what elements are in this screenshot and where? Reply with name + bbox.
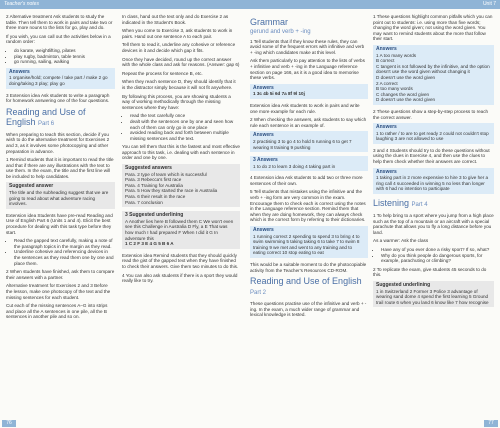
suggested-answer-box	[6, 182, 115, 208]
list-item: • avoided reading back and forth between multiple missing sentences and the text.	[130, 130, 240, 141]
heading-part: Part 4	[411, 202, 428, 209]
list-item: • Why do you think people do dangerous sports, for example, parachuting or climbing?	[381, 253, 494, 264]
paragraph: 1 To help bring to a sport where you jump from a high place such as the top of a mountain or an aircraft with a special parachute that allows you to fly a long distance before you land.	[373, 213, 494, 235]
answers-box	[373, 45, 494, 105]
suggested-answers-box	[122, 164, 240, 207]
answers-title: Answers	[253, 132, 274, 139]
answers-box	[250, 131, 368, 152]
heading-text: Reading and Use of English	[6, 106, 86, 127]
paragraph: When you come to Exercise 3, ask students to work in pairs. Hand out one sentence A to each pair.	[122, 28, 233, 39]
paragraph: By following this process, you are showing students a way of working methodically through the missing sentences where they have:	[122, 93, 231, 110]
paragraph: Repeat the process for sentence B, etc.	[122, 70, 203, 76]
paragraph: 3 Extension idea Ask students to write a paragraph for homework answering one of the four questions.	[6, 92, 110, 104]
answers-line: 2 A correct	[376, 80, 398, 86]
paragraph: 4 You can also ask students if there is a sport they would really like to try.	[122, 272, 238, 284]
paragraph: 4 Extension idea Ask students to add two or three more sentences of their own.	[250, 175, 363, 186]
column-3	[250, 14, 368, 321]
answers-text: 2 practising 3 to go 4 to hold 5 running 6 to get 7 wearing 8 training 9 pushing	[253, 138, 352, 150]
answers-box	[373, 123, 494, 144]
list-item: • Read the gapped text carefully, making a note of the paragraph topics in the margin as they read.	[14, 238, 115, 249]
answers-box	[250, 84, 368, 99]
paragraph: Extension idea Ask students to work in pairs and write one more example for each rule.	[250, 102, 360, 114]
box-title: Suggested underlining	[376, 281, 431, 288]
box-line: Para. 2 type of team which is successful	[125, 171, 207, 177]
header-label: Teacher's notes	[4, 1, 39, 7]
paragraph: 3 and 4 Students should try to do these questions without using the clues in Exercise 4, and then use the clues to help them check whether their answers are correct.	[373, 147, 490, 165]
box-title: Suggested answer	[9, 183, 54, 190]
paragraph: 2 Alternative treatment Ask students to study the table. Then tell them to work in pairs and take two or three more nouns to the lists for go, play and do.	[6, 14, 113, 31]
heading-text: Reading and Use of English	[250, 276, 362, 287]
unit-label: Unit 7	[482, 1, 496, 7]
paragraph: You can tell them that this is the fastest and most effective approach to this task, i.e. dealing with each sentence in order and one by one.	[122, 144, 240, 161]
answers-line: C changes the word given	[376, 91, 430, 97]
answers-line: B correct	[376, 58, 395, 64]
answers-box	[250, 226, 368, 258]
answers-line: 1 A too many words	[376, 52, 417, 58]
box-title: Suggested answers	[125, 165, 172, 172]
answers-text: 1 organise/hold; compete / take part / make 2 go doing/taking 3 play; play go	[9, 75, 108, 86]
bullet-list	[130, 113, 240, 141]
box-line: Para. 3 Rebecca's first race	[125, 177, 182, 183]
answers-box	[6, 68, 115, 89]
bullet-list	[14, 238, 115, 266]
box-title: 3 Suggested underlining	[125, 212, 184, 219]
answers-box	[373, 168, 494, 194]
box-text: 1 in Switzerland 2 Former 3 Police 3 advantage of wearing sand dome 4 spend the first learning 5 Ground trail route 6 when you land 6 know like 7 how recognise	[376, 288, 489, 305]
paragraph: Extension idea Students have pre-read Reading and Use of English Part 6 (Units 1 and 4). Elicit the best procedure for dealing with this task type before they start.	[6, 212, 113, 235]
box-line: Para. 4 Training for Australia	[125, 182, 183, 188]
list-item: • go running, sailing, walking	[14, 59, 115, 65]
paragraph: 1 These questions highlight common pitfalls which you can point out to students: i.e. using more than five words; changing the word given; not using the word given. You may want to remind students about the more that follow their start.	[373, 14, 493, 42]
suggested-underlining-box	[373, 281, 494, 307]
heading-part: Part 2	[250, 290, 267, 297]
paragraph: 1 Remind students that it is important to read the title and that if there are any illustrations with the text to use them. In the exam, the title and the first line will be included to help candidates.	[6, 157, 114, 179]
grammar-subheading: gerund and verb + -ing	[250, 29, 311, 35]
answers-text: 1 C 2 F 3 E 4 G 5 B 6 A	[125, 241, 174, 247]
box-line: Para. 6 their result in the race	[125, 194, 186, 200]
paragraph: 2 When checking the answers, ask students to say which rule each sentence is an example of.	[250, 117, 367, 128]
answers-title: Answers	[376, 124, 397, 131]
heading-part: Part 6	[38, 120, 55, 127]
paragraph: This would be a suitable moment to do the photocopiable activity from the Teacher's Resources CD-ROM.	[250, 262, 367, 273]
bullet-list	[14, 48, 115, 65]
answers-line: D doesn't use the word given	[376, 97, 436, 103]
section-heading	[6, 107, 115, 129]
top-bar	[0, 0, 500, 9]
answers-title: Answers	[253, 84, 274, 91]
paragraph: Once they have decided, round up the correct answer with the whole class and ask for reasons. (Answer: gap 6)	[122, 56, 240, 68]
paragraph: When preparing to teach this section, decide if you wish to do the alternative treatment for Exercises 2 and 3, as it involves some photocopying and other preparation in advance.	[6, 131, 110, 154]
column-4	[373, 14, 494, 311]
answers-title: Answers	[253, 227, 274, 234]
underlining-box	[122, 211, 240, 249]
answers-text: 1 to do 2 to learn 3 doing 4 taking part in	[253, 163, 336, 169]
answers-line: B too many words	[376, 86, 413, 92]
section-heading	[373, 198, 494, 210]
paragraph: 2 These questions show a step-by-step process to reach the correct answer.	[373, 108, 489, 120]
paragraph: Tell them to read it, underline any cohesive or reference devices in it and decide which gap it fits.	[122, 42, 236, 53]
paragraph: Cut each of the missing sentences A–G into strips and place all the A sentences in one pile, all the B sentences in another pile and so on.	[6, 303, 108, 320]
paragraph: If you wish, you can call out the activities below in a random order:	[6, 33, 111, 45]
paragraph: Extension idea Remind students that they should quickly read the gist of the gapped text when they have finished to check their answers. Give them two minutes to do this.	[122, 252, 239, 269]
page-number-right: 77	[484, 420, 498, 427]
list-item: • play rugby, badminton, table tennis	[14, 54, 115, 60]
list-item: • read the text carefully once	[130, 113, 240, 119]
answers-title: Answers	[376, 168, 397, 175]
box-line: Para. 7 conclusion	[125, 199, 163, 205]
paragraph: Ask them particularly to pay attention to the lists of verbs + infinitive and verb + -ing in the Language reference section on page 166, as it is a good idea to memorise these verbs.	[250, 58, 365, 81]
column-2	[122, 14, 240, 287]
answers-text: 1 taking part in 2 more expensive to hire 3 to give her a ring call 4 succeeded in winning 5 no less than longer with 6 had no intention to participate	[376, 175, 489, 192]
section-heading	[250, 276, 368, 298]
paragraph: In class, hand out the text only and do Exercise 2 as indicated in the Student's Book.	[122, 14, 229, 25]
answers-box	[250, 156, 368, 171]
answers-text: 1 3c 4b 5i 6d 7a 8f 9l 10j	[253, 91, 305, 97]
answers-title: 3 Answers	[253, 157, 278, 164]
paragraph: 5 Tell students that mistakes using the infinitive and the verb + -ing form are very common in the exam. Encourage them to check each is correct using the notes in the Language reference section. Remind them that when they are doing homework, they can always check which is the correct form by referring to their dictionaries.	[250, 189, 366, 223]
page-number-left: 76	[2, 420, 16, 427]
box-text: A Another lies here B followed them C We won't even see this Challenge in Australia D Fly, a E That was how much I had prepared F When I did it G In adventure this	[125, 218, 234, 241]
list-item: • Have any of you ever done a risky sport? If so, what?	[381, 247, 494, 253]
heading-text: Listening	[373, 198, 410, 209]
bullet-list	[381, 247, 494, 264]
paragraph: As a warmer: Ask the class	[373, 238, 429, 244]
grammar-heading: Grammar	[250, 17, 288, 27]
column-1	[6, 14, 115, 323]
list-item: • do karate, weightlifting, pilates	[14, 48, 115, 54]
answers-title: Answers	[376, 45, 397, 52]
answers-line: D doesn't use the word given	[376, 74, 436, 80]
paragraph: 2 When students have finished, ask them to compare their answers with a partner.	[6, 269, 115, 280]
answers-title: Answers	[9, 68, 30, 75]
paragraph: 1 Tell students that if they know these rules, they can avoid some of the frequent errors with infinitive and verb + -ing which candidates make at this level.	[250, 38, 365, 55]
list-item: • dealt with the sentences one by one and seen how each of them can only go in one place	[130, 119, 240, 130]
answers-text: 1 running correct 2 spending to spend 3 to bring 4 to swim swimming 5 taking taking 6 to take 7 to swim 8 training 9 we met and went to any training and to eating correct 10 stop eating to eat	[253, 233, 360, 256]
box-line: Para. 5 How they started the race in Australia	[125, 188, 218, 194]
paragraph: When they reach sentence D, they should identify that it is the distractor simply because it will not fit anywhere.	[122, 79, 236, 90]
list-item: • Underline cohesive and referencing devices in the sentences as they read them one by one and place them.	[14, 249, 115, 266]
box-text: The title and the subheading suggest that we are going to read about what adventure racing involves.	[9, 190, 109, 207]
paragraph: These questions practise use of the infinitive and verb + -ing. In the exam, a much wider range of grammar and lexical knowledge is tested.	[250, 301, 367, 318]
answers-line: C tangent is not followed by the infinitive, and the option doesn't use the word given without changing it	[376, 63, 490, 75]
answers-text: 1 to rather / to are to get ready 2 could not couldn't stop laughing 3 are not allowed to use	[376, 130, 489, 142]
paragraph: Alternative treatment for Exercises 2 and 3 Before the lesson, make one photocopy of the text and the missing sentences for each student.	[6, 283, 111, 300]
paragraph: 2 To replicate the exam, give students 45 seconds to do this.	[373, 266, 487, 278]
